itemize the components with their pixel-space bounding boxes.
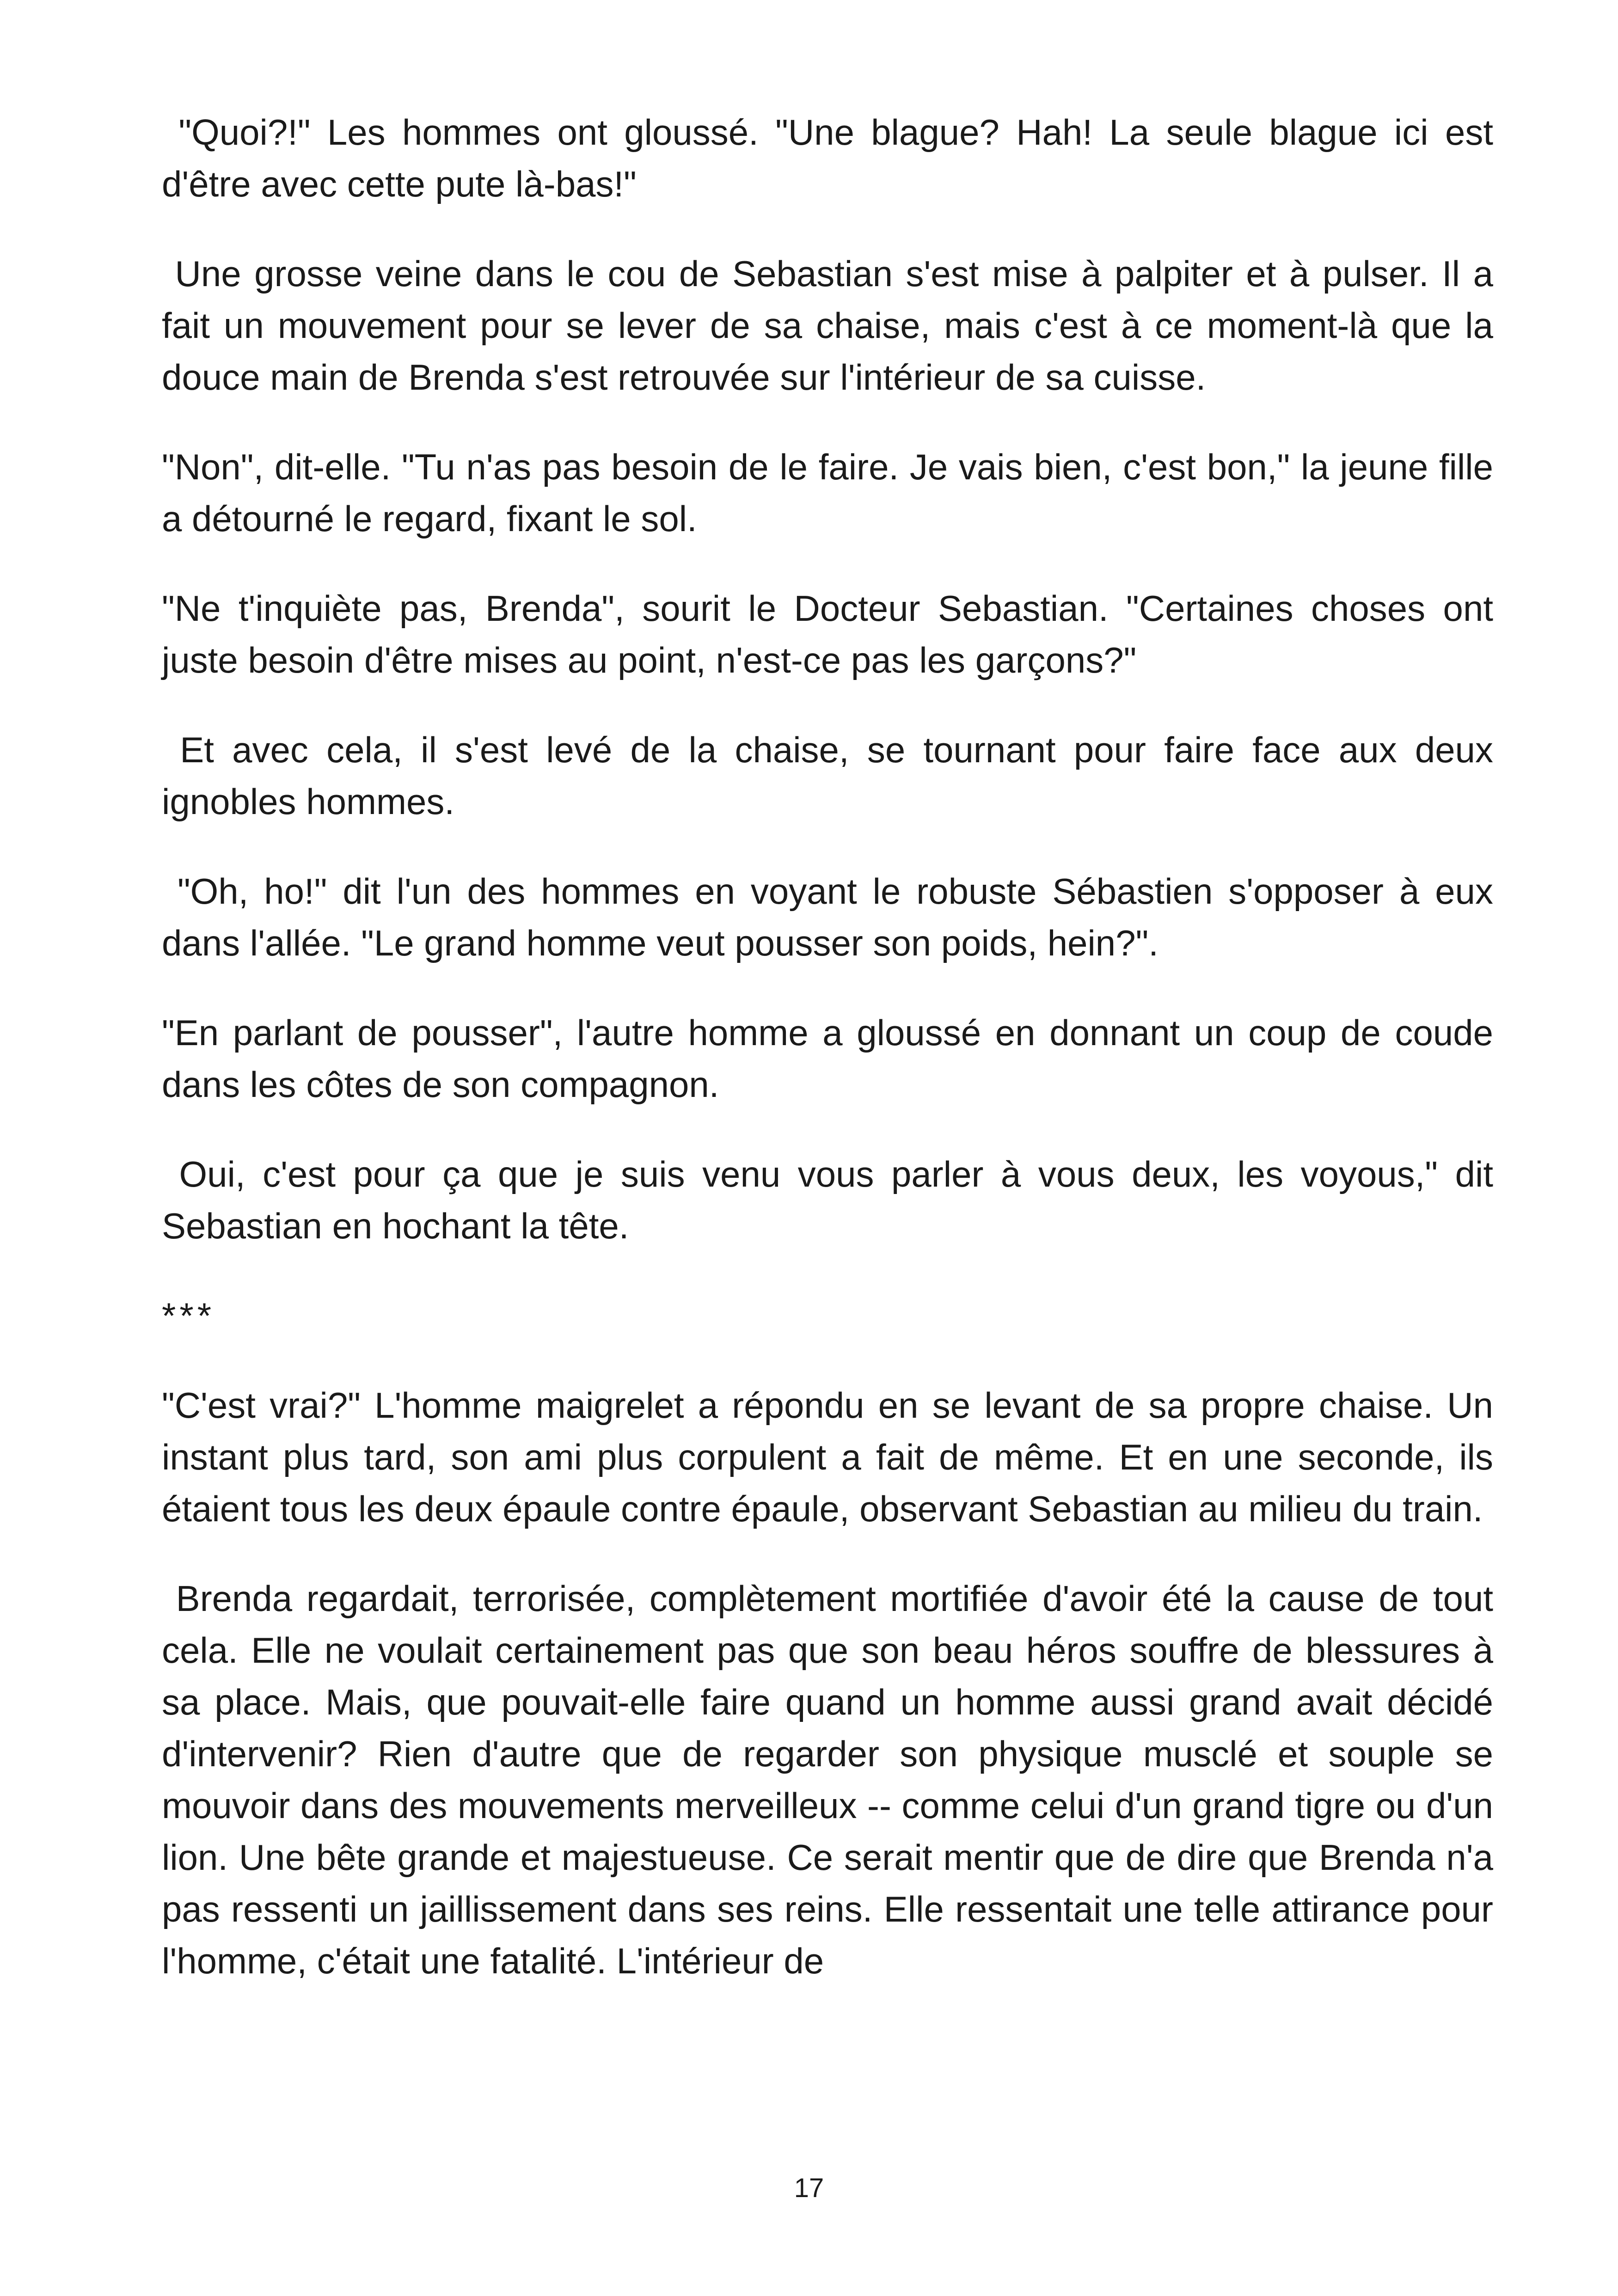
paragraph-8: Oui, c'est pour ça que je suis venu vous parler à vous deux, les voyous," dit Sebastian en hochant la tête. [162, 1154, 1503, 1246]
body-text [162, 106, 1503, 2025]
paragraph-1: "Quoi?!" Les hommes ont gloussé. "Une blague? Hah! La seule blague ici est d'être avec cette pute là-bas!" [162, 112, 1503, 204]
section-separator: *** [162, 1295, 215, 1336]
page-number: 17 [794, 2173, 824, 2203]
paragraph-4: "Ne t'inquiète pas, Brenda", sourit le Docteur Sebastian. "Certaines choses ont juste besoin d'être mises au point, n'est-ce pas les garçons?" [162, 588, 1503, 680]
paragraph-6: "Oh, ho!" dit l'un des hommes en voyant le robuste Sébastien s'opposer à eux dans l'allée. "Le grand homme veut pousser son poids, hein?". [162, 871, 1503, 963]
paragraph-10: Brenda regardait, terrorisée, complètement mortifiée d'avoir été la cause de tout cela. Elle ne voulait certainement pas que son beau héros souffre de blessures à sa place. Mais, que pouvait-elle faire quand un homme aussi grand avait décidé d'intervenir? Rien d'autre que de regarder son physique musclé et souple se mouvoir dans des mouvements merveilleux -- comme celui d'un grand tigre ou d'un lion. Une bête grande et majestueuse. Ce serait mentir que de dire que Brenda n'a pas ressenti un jaillissement dans ses reins. Elle ressentait une telle attirance pour l'homme, c'était une fatalité. L'intérieur de [162, 1578, 1503, 1981]
paragraph-5: Et avec cela, il s'est levé de la chaise, se tournant pour faire face aux deux ignobles hommes. [162, 729, 1503, 822]
paragraph-9: "C'est vrai?" L'homme maigrelet a répondu en se levant de sa propre chaise. Un instant plus tard, son ami plus corpulent a fait de même. Et en une seconde, ils étaient tous les deux épaule contre épaule, observant Sebastian au milieu du train. [162, 1385, 1503, 1529]
paragraph-2: Une grosse veine dans le cou de Sebastian s'est mise à palpiter et à pulser. Il a fait un mouvement pour se lever de sa chaise, mais c'est à ce moment-là que la douce main de Brenda s'est retrouvée sur l'intérieur de sa cuisse. [162, 253, 1503, 398]
paragraph-7: "En parlant de pousser", l'autre homme a gloussé en donnant un coup de coude dans les côtes de son compagnon. [162, 1012, 1503, 1105]
paragraph-3: "Non", dit-elle. "Tu n'as pas besoin de le faire. Je vais bien, c'est bon," la jeune fille a détourné le regard, fixant le sol. [162, 447, 1503, 539]
